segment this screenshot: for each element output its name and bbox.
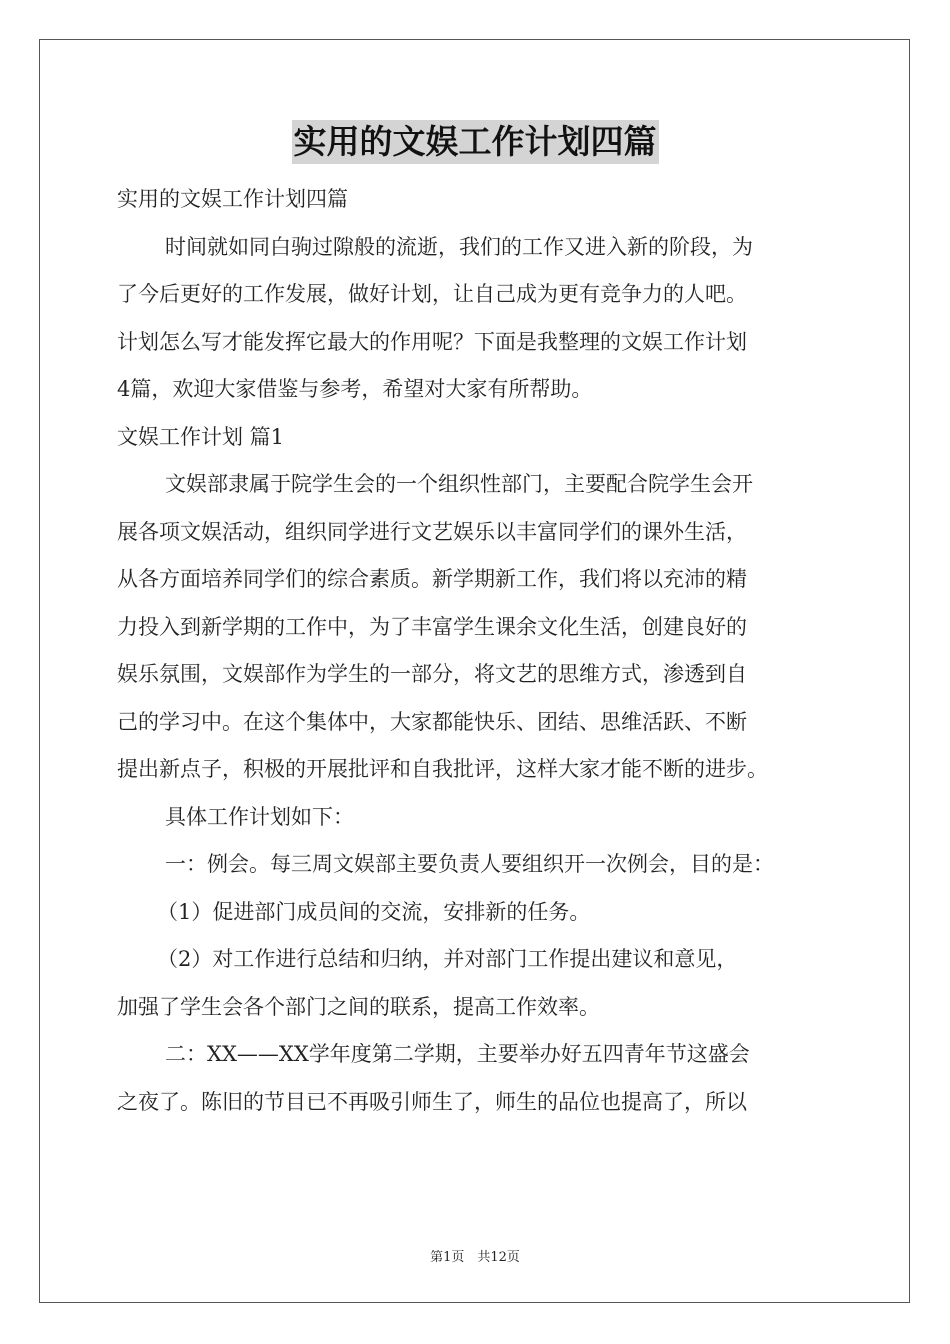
subtitle-line: 实用的文娱工作计划四篇: [117, 187, 348, 211]
document-body: [117, 176, 847, 1126]
paragraph-line: 二：XX——XX学年度第二学期，主要举办好五四青年节这盛会: [165, 1042, 750, 1066]
page-number-footer: 第1页 共12页: [430, 1250, 520, 1265]
list-item: （1）促进部门成员间的交流，安排新的任务。: [157, 899, 591, 924]
paragraph-line: 娱乐氛围，文娱部作为学生的一部分，将文艺的思维方式，渗透到自: [117, 662, 747, 686]
document-title-text: 实用的文娱工作计划四篇: [292, 120, 659, 164]
section-heading: 文娱工作计划 篇1: [117, 424, 285, 449]
paragraph-line: 己的学习中。在这个集体中，大家都能快乐、团结、思维活跃、不断: [117, 709, 747, 734]
paragraph-line: 展各项文娱活动，组织同学进行文艺娱乐以丰富同学们的课外生活，: [117, 519, 747, 544]
paragraph-line: 具体工作计划如下：: [165, 804, 354, 829]
paragraph-line: 提出新点子，积极的开展批评和自我批评，这样大家才能不断的进步。: [117, 757, 768, 781]
paragraph-line: 计划怎么写才能发挥它最大的作用呢？下面是我整理的文娱工作计划: [117, 329, 747, 354]
paragraph-line: 了今后更好的工作发展，做好计划，让自己成为更有竞争力的人吧。: [117, 282, 747, 306]
paragraph-line: 一：例会。每三周文娱部主要负责人要组织开一次例会，目的是：: [165, 852, 774, 876]
paragraph-line: 4篇，欢迎大家借鉴与参考，希望对大家有所帮助。: [117, 377, 593, 401]
paragraph-line: 从各方面培养同学们的综合素质。新学期新工作，我们将以充沛的精: [117, 567, 747, 591]
paragraph-line: 时间就如同白驹过隙般的流逝，我们的工作又进入新的阶段，为: [165, 234, 753, 259]
paragraph-line: 文娱部隶属于院学生会的一个组织性部门，主要配合院学生会开: [165, 472, 753, 496]
list-item: （2）对工作进行总结和归纳，并对部门工作提出建议和意见，: [157, 947, 738, 971]
paragraph-line: 力投入到新学期的工作中，为了丰富学生课余文化生活，创建良好的: [117, 614, 747, 639]
document-title: [0, 120, 950, 164]
paragraph-line: 加强了学生会各个部门之间的联系，提高工作效率。: [117, 994, 600, 1019]
paragraph-line: 之夜了。陈旧的节目已不再吸引师生了，师生的品位也提高了，所以: [117, 1089, 747, 1114]
